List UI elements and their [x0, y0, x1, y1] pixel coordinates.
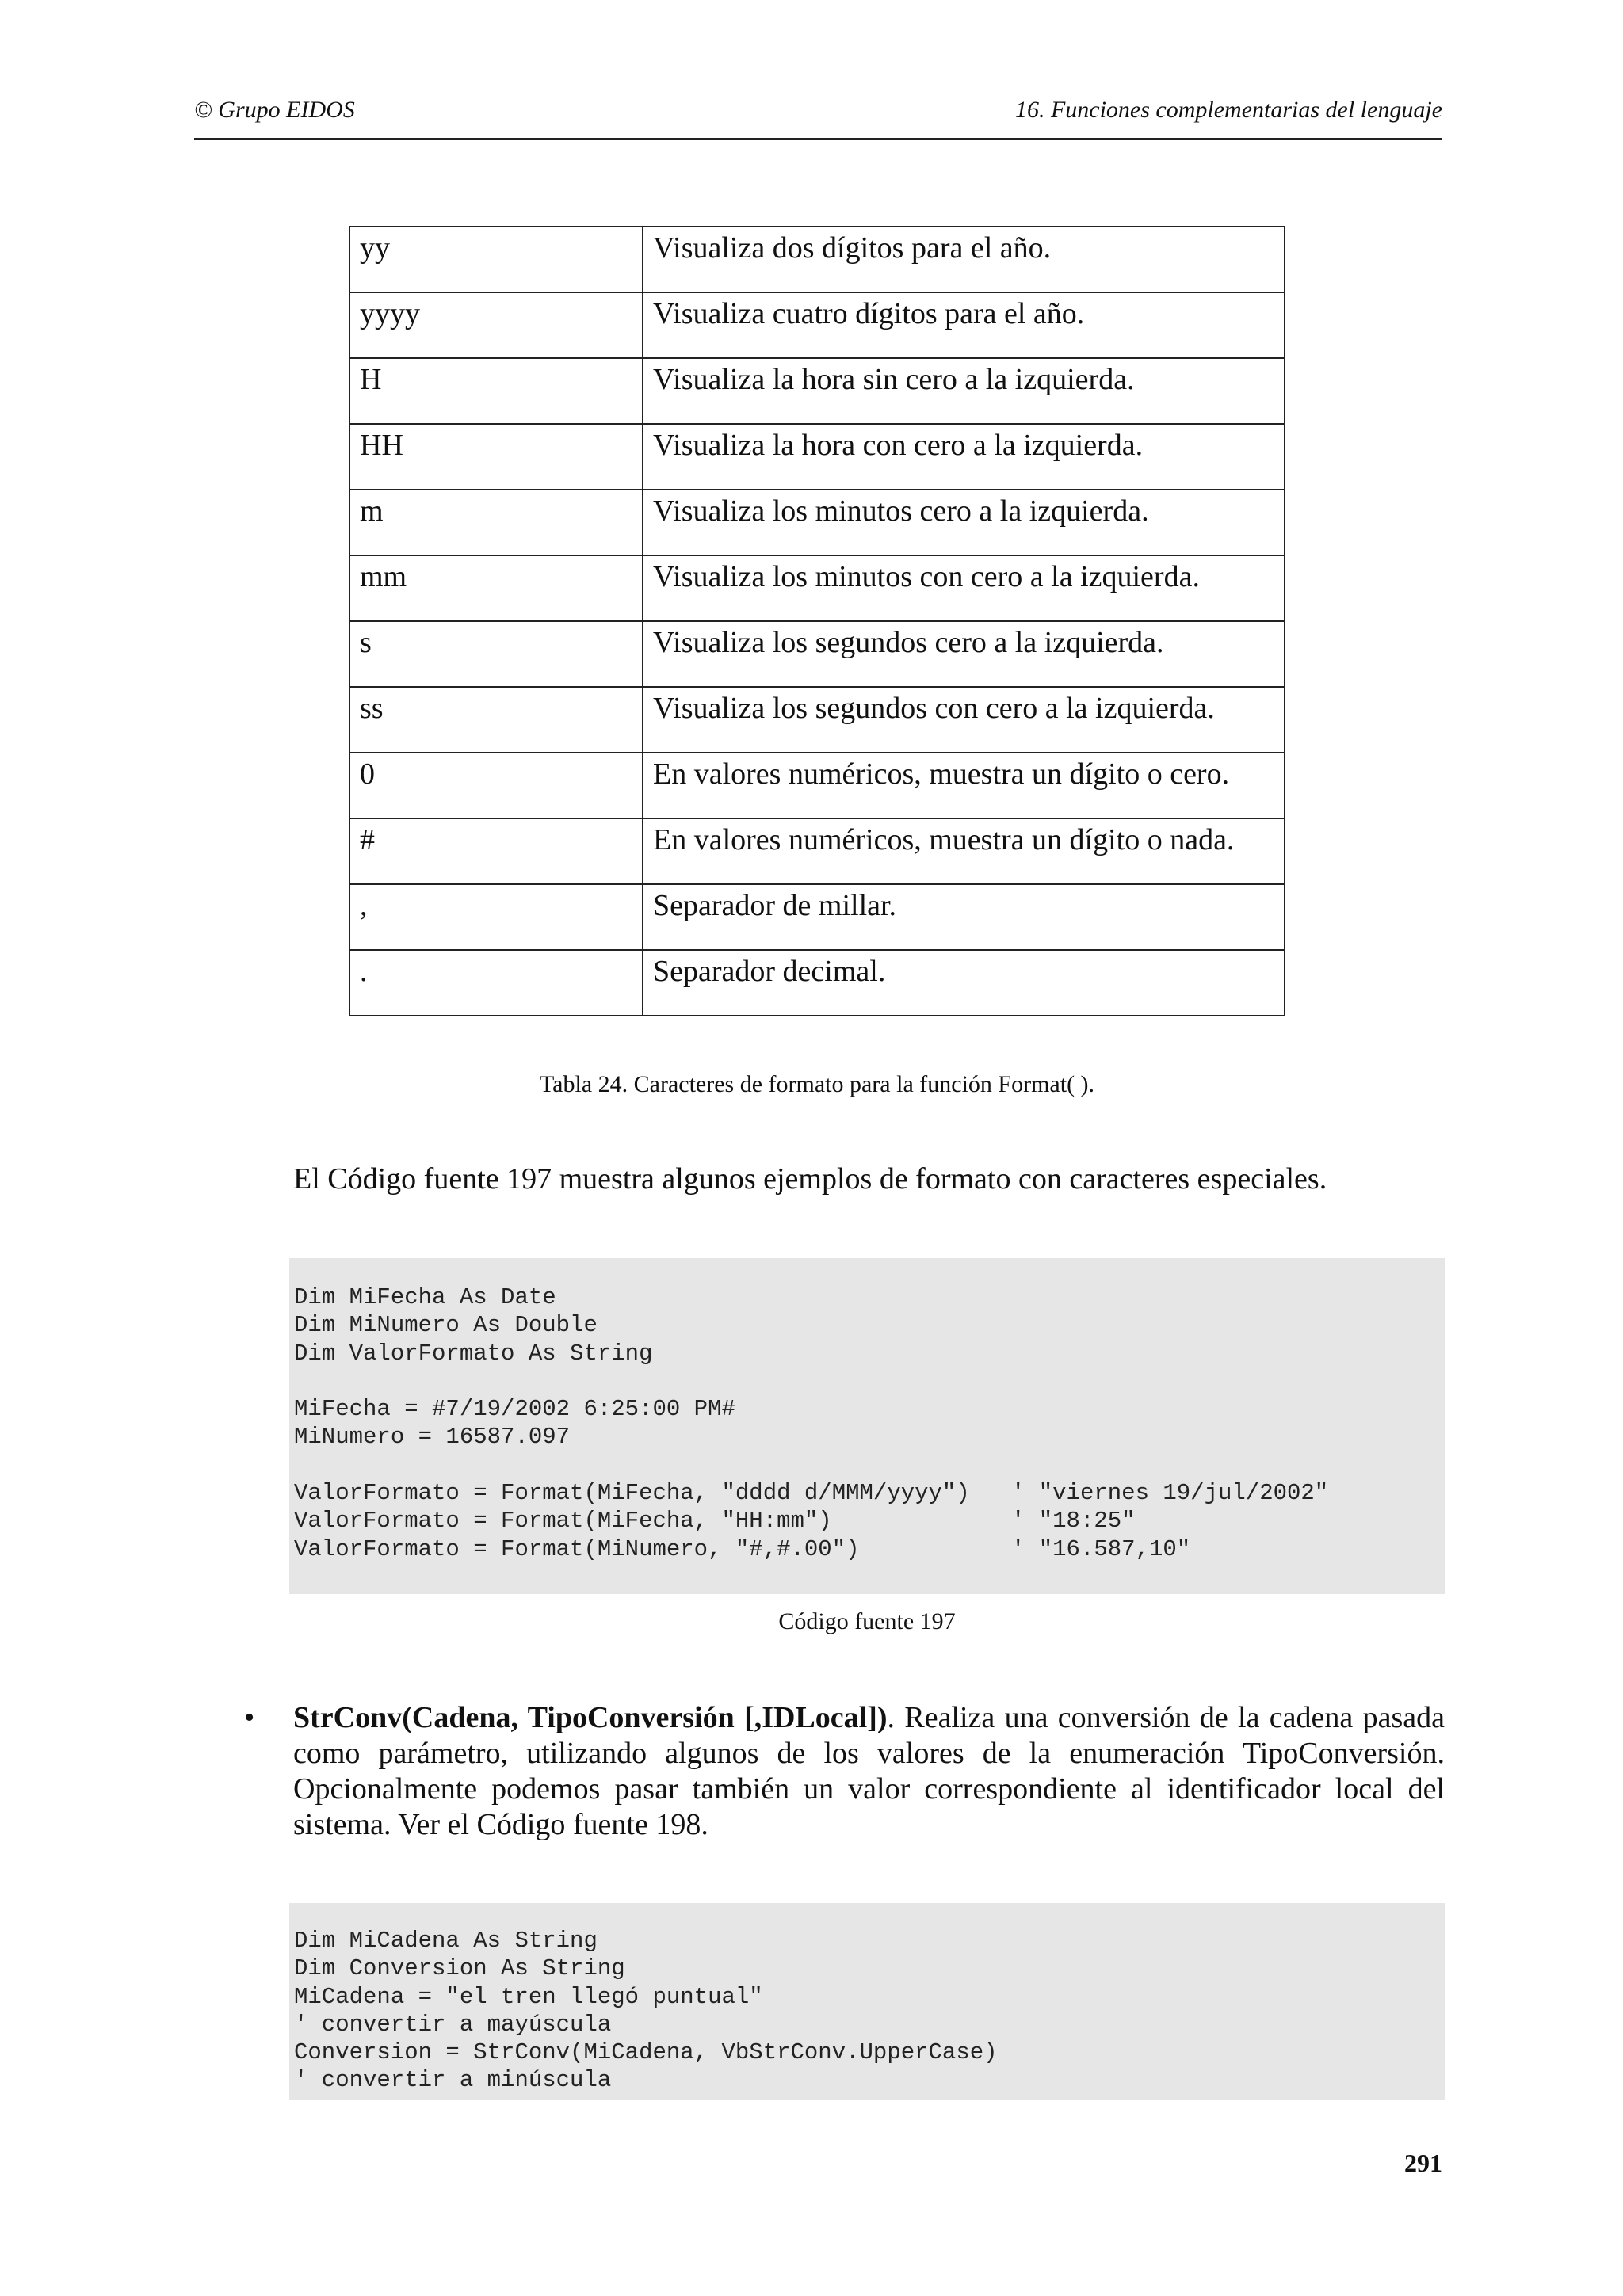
format-description-cell: Visualiza los minutos con cero a la izquierda. [643, 555, 1285, 621]
format-description-cell: Visualiza cuatro dígitos para el año. [643, 292, 1285, 358]
intro-paragraph: El Código fuente 197 muestra algunos ejemplos de formato con caracteres especiales. [293, 1162, 1327, 1196]
format-code-cell: . [349, 950, 643, 1016]
table-caption: Tabla 24. Caracteres de formato para la función Format( ). [539, 1071, 1095, 1097]
format-code-cell: m [349, 490, 643, 555]
format-code-cell: 0 [349, 753, 643, 818]
format-description-cell: Visualiza la hora con cero a la izquierda. [643, 424, 1285, 490]
table-row [349, 753, 1285, 818]
code-line: ValorFormato = Format(MiFecha, "HH:mm") ' "18:25" [294, 1508, 1136, 1535]
code-line [294, 1451, 1445, 1479]
code-line: MiNumero = 16587.097 [294, 1424, 571, 1451]
format-code-cell: ss [349, 687, 643, 753]
code-block-197 [289, 1258, 1445, 1594]
code-line: MiFecha = #7/19/2002 6:25:00 PM# [294, 1396, 735, 1423]
format-code-cell: , [349, 884, 643, 950]
page-header [194, 93, 1442, 140]
table-row [349, 292, 1285, 358]
format-description-cell: Separador de millar. [643, 884, 1285, 950]
table-row [349, 884, 1285, 950]
format-code-cell: yyyy [349, 292, 643, 358]
table-row [349, 621, 1285, 687]
bullet-icon: • [244, 1701, 255, 1734]
function-description: . Realiza una conversión de la cadena pasada como parámetro, utilizando algunos de los valores de la enumeración TipoConversión. Opcionalmente podemos pasar también un valor correspondiente al identificador local del sistema. Ver el Código fuente 198. [293, 1701, 1445, 1841]
header-publisher: © Grupo EIDOS [194, 97, 355, 123]
table-row [349, 950, 1285, 1016]
header-chapter-title: 16. Funciones complementarias del lenguaje [1014, 97, 1442, 123]
table-row [349, 424, 1285, 490]
code-line: ValorFormato = Format(MiNumero, "#,#.00") ' "16.587,10" [294, 1535, 1191, 1562]
format-code-cell: H [349, 358, 643, 424]
code-line: Conversion = StrConv(MiCadena, VbStrConv.UpperCase) [294, 2039, 998, 2066]
code-line: Dim Conversion As String [294, 1955, 625, 1982]
table-row [349, 227, 1285, 292]
code-line: Dim MiCadena As String [294, 1928, 598, 1954]
format-description-cell: En valores numéricos, muestra un dígito o cero. [643, 753, 1285, 818]
format-code-cell: HH [349, 424, 643, 490]
format-description-cell: Visualiza los minutos cero a la izquierda. [643, 490, 1285, 555]
code-block-198 [289, 1903, 1445, 2100]
table-row [349, 555, 1285, 621]
bullet-text [293, 1700, 1445, 1843]
format-table-body [349, 227, 1285, 1016]
code-caption: Código fuente 197 [778, 1608, 956, 1634]
format-code-cell: mm [349, 555, 643, 621]
code-line: ' convertir a mayúscula [294, 2011, 612, 2038]
function-signature: StrConv(Cadena, TipoConversión [,IDLocal]) [293, 1701, 888, 1734]
table-row [349, 358, 1285, 424]
table-row [349, 687, 1285, 753]
format-characters-table [349, 226, 1285, 1016]
format-description-cell: Visualiza la hora sin cero a la izquierda. [643, 358, 1285, 424]
format-description-cell: Separador decimal. [643, 950, 1285, 1016]
format-code-cell: s [349, 621, 643, 687]
code-line: ValorFormato = Format(MiFecha, "dddd d/MMM/yyyy") ' "viernes 19/jul/2002" [294, 1480, 1329, 1507]
format-description-cell: Visualiza dos dígitos para el año. [643, 227, 1285, 292]
format-code-cell: yy [349, 227, 643, 292]
format-description-cell: En valores numéricos, muestra un dígito o nada. [643, 818, 1285, 884]
format-description-cell: Visualiza los segundos con cero a la izquierda. [643, 687, 1285, 753]
format-description-cell: Visualiza los segundos cero a la izquierda. [643, 621, 1285, 687]
page-number: 291 [1404, 2149, 1442, 2177]
table-row [349, 490, 1285, 555]
code-line: ' convertir a minúscula [294, 2067, 612, 2094]
code-line: Dim ValorFormato As String [294, 1340, 653, 1367]
code-line: MiCadena = "el tren llegó puntual" [294, 1983, 763, 2010]
code-line: Dim MiNumero As Double [294, 1312, 598, 1339]
code-line [294, 1367, 1445, 1395]
table-row [349, 818, 1285, 884]
code-line: Dim MiFecha As Date [294, 1284, 556, 1310]
format-code-cell: # [349, 818, 643, 884]
